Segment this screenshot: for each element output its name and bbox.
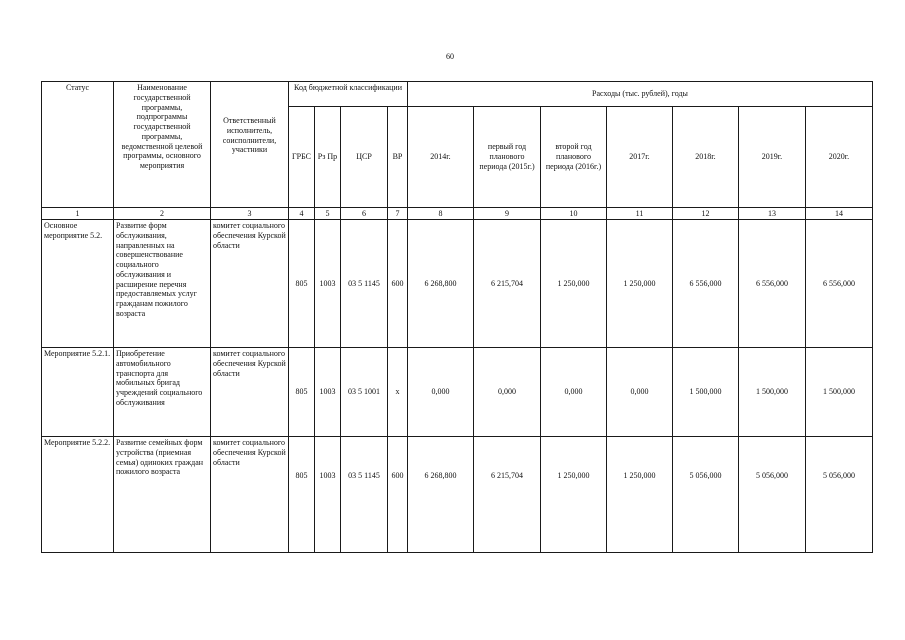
header-2014: 2014г. <box>408 107 474 208</box>
table-row <box>42 220 873 348</box>
row-csr: 03 5 1145 <box>341 220 388 348</box>
header-2019: 2019г. <box>739 107 806 208</box>
budget-table <box>41 81 873 553</box>
row-grbs: 805 <box>289 220 315 348</box>
row-2016: 0,000 <box>541 348 607 437</box>
row-grbs: 805 <box>289 348 315 437</box>
column-number: 14 <box>806 208 873 220</box>
column-number-row <box>42 208 873 220</box>
row-2020: 6 556,000 <box>806 220 873 348</box>
row-grbs: 805 <box>289 437 315 553</box>
row-2017: 1 250,000 <box>607 437 673 553</box>
row-2020: 1 500,000 <box>806 348 873 437</box>
row-2017: 0,000 <box>607 348 673 437</box>
column-number: 3 <box>211 208 289 220</box>
row-responsible: комитет социального обеспечения Курской области <box>211 348 289 437</box>
header-budget-code-group: Код бюджетной классификации <box>289 82 408 107</box>
row-status: Мероприятие 5.2.1. <box>42 348 114 437</box>
column-number: 2 <box>114 208 211 220</box>
row-2020: 5 056,000 <box>806 437 873 553</box>
row-2016: 1 250,000 <box>541 437 607 553</box>
column-number: 12 <box>673 208 739 220</box>
row-2019: 6 556,000 <box>739 220 806 348</box>
row-responsible: комитет социального обеспечения Курской области <box>211 437 289 553</box>
header-expenses-group: Расходы (тыс. рублей), годы <box>408 82 873 107</box>
column-number: 9 <box>474 208 541 220</box>
column-number: 5 <box>315 208 341 220</box>
column-number: 7 <box>388 208 408 220</box>
row-vr: 600 <box>388 220 408 348</box>
page-number: 60 <box>446 52 454 61</box>
row-responsible: комитет социального обеспечения Курской области <box>211 220 289 348</box>
row-rzpr: 1003 <box>315 220 341 348</box>
row-2015: 6 215,704 <box>474 220 541 348</box>
row-2014: 6 268,800 <box>408 437 474 553</box>
column-number: 6 <box>341 208 388 220</box>
row-2019: 1 500,000 <box>739 348 806 437</box>
header-status: Статус <box>42 82 114 208</box>
column-number: 11 <box>607 208 673 220</box>
row-name: Приобретение автомобильного транспорта для мобильных бригад учреждений социального обслуживания <box>114 348 211 437</box>
row-2018: 1 500,000 <box>673 348 739 437</box>
row-2019: 5 056,000 <box>739 437 806 553</box>
header-name: Наименование государственной программы, подпрограммы государственной программы, ведомственной целевой программы, основного мероприятия <box>114 82 211 208</box>
row-status: Основное мероприятие 5.2. <box>42 220 114 348</box>
header-row-top <box>42 82 873 107</box>
row-2015: 0,000 <box>474 348 541 437</box>
column-number: 1 <box>42 208 114 220</box>
header-responsible: Ответственный исполнитель, соисполнители, участники <box>211 82 289 208</box>
column-number: 10 <box>541 208 607 220</box>
row-vr: х <box>388 348 408 437</box>
table-row <box>42 437 873 553</box>
row-vr: 600 <box>388 437 408 553</box>
row-rzpr: 1003 <box>315 437 341 553</box>
header-2017: 2017г. <box>607 107 673 208</box>
column-number: 4 <box>289 208 315 220</box>
row-csr: 03 5 1145 <box>341 437 388 553</box>
row-name: Развитие семейных форм устройства (приемная семья) одиноких граждан пожилого возраста <box>114 437 211 553</box>
row-name: Развитие форм обслуживания, направленных на совершенствование социального обслуживания и расширение перечня предоставляемых услуг гражданам пожилого возраста <box>114 220 211 348</box>
row-2014: 6 268,800 <box>408 220 474 348</box>
header-2020: 2020г. <box>806 107 873 208</box>
row-status: Мероприятие 5.2.2. <box>42 437 114 553</box>
row-2018: 5 056,000 <box>673 437 739 553</box>
row-2018: 6 556,000 <box>673 220 739 348</box>
row-2017: 1 250,000 <box>607 220 673 348</box>
row-2014: 0,000 <box>408 348 474 437</box>
row-rzpr: 1003 <box>315 348 341 437</box>
table-row <box>42 348 873 437</box>
row-csr: 03 5 1001 <box>341 348 388 437</box>
header-grbs: ГРБС <box>289 107 315 208</box>
row-2016: 1 250,000 <box>541 220 607 348</box>
header-rzpr: Рз Пр <box>315 107 341 208</box>
column-number: 8 <box>408 208 474 220</box>
column-number: 13 <box>739 208 806 220</box>
header-2015: первый год планового периода (2015г.) <box>474 107 541 208</box>
header-2016: второй год планового периода (2016г.) <box>541 107 607 208</box>
row-2015: 6 215,704 <box>474 437 541 553</box>
header-csr: ЦСР <box>341 107 388 208</box>
header-2018: 2018г. <box>673 107 739 208</box>
header-vr: ВР <box>388 107 408 208</box>
